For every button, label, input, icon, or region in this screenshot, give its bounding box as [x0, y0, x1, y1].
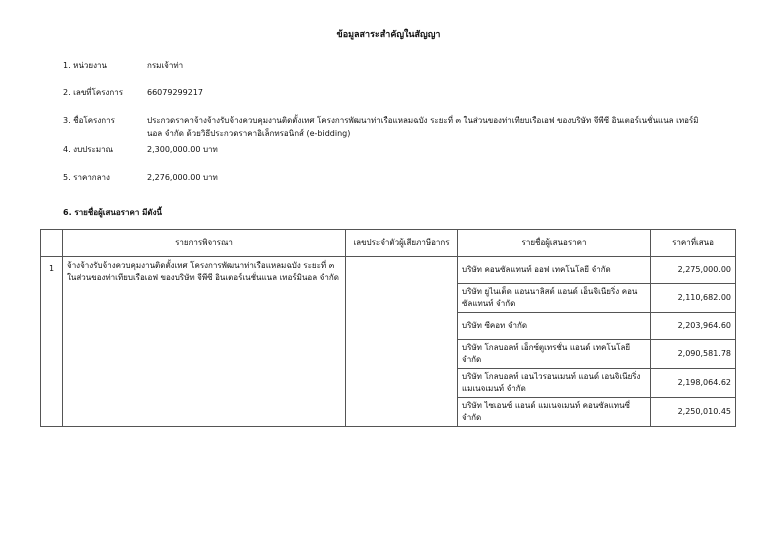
tax-id-cell — [346, 340, 458, 369]
field-label: 1. หน่วยงาน — [63, 61, 107, 70]
col-header-item: รายการพิจารณา — [63, 230, 346, 257]
field-project-no — [63, 86, 203, 99]
bid-price: 2,198,064.62 — [651, 369, 736, 398]
col-header-price: ราคาที่เสนอ — [651, 230, 736, 257]
bid-price: 2,203,964.60 — [651, 313, 736, 340]
col-header-tax-id: เลขประจำตัวผู้เสียภาษีอากร — [346, 230, 458, 257]
field-value: 2,276,000.00 บาท — [147, 173, 218, 182]
col-header-no — [41, 230, 63, 257]
field-agency — [63, 59, 183, 72]
bidder-name: บริษัท ไซเอนซ์ แอนด์ แมเนจเมนท์ คอนซัลแทนซี่ จำกัด — [458, 398, 651, 427]
bidder-name: บริษัท โกลบอลท์ เอนไวรอนเมนท์ แอนด์ เอนจิเนียริ่ง แมเนจเมนท์ จำกัด — [458, 369, 651, 398]
bidder-name: บริษัท คอนซัลแทนท์ ออฟ เทคโนโลยี จำกัด — [458, 257, 651, 284]
bid-price: 2,250,010.45 — [651, 398, 736, 427]
field-label: 3. ชื่อโครงการ — [63, 116, 115, 125]
bid-price: 2,090,581.78 — [651, 340, 736, 369]
field-value: กรมเจ้าท่า — [147, 61, 184, 70]
field-project-name — [63, 114, 707, 140]
field-value: 2,300,000.00 บาท — [147, 145, 218, 154]
bidders-title: 6. รายชื่อผู้เสนอราคา มีดังนี้ — [63, 208, 162, 217]
field-label: 4. งบประมาณ — [63, 145, 114, 154]
field-budget — [63, 143, 218, 156]
page-title: ข้อมูลสาระสำคัญในสัญญา — [336, 30, 441, 40]
bidder-name: บริษัท ซีคอท จำกัด — [458, 313, 651, 340]
bidder-name: บริษัท โกลบอลท์ เอ็กซ์ตูเทรชั่น แอนด์ เทคโนโลยี จำกัด — [458, 340, 651, 369]
table-row — [41, 257, 736, 284]
item-description: จ้างจ้างรับจ้างควบคุมงานติดตั้งเทศ โครงการพัฒนาท่าเรือแหลมฉบัง ระยะที่ ๓ ในส่วนของท่าเทียบเรือเอฟ ของบริษัท จีพีซี อินเตอร์เนชั่นแนล เทอร์มินอล จำกัด — [63, 257, 346, 427]
field-label: 2. เลขที่โครงการ — [63, 88, 124, 97]
tax-id-cell — [346, 398, 458, 427]
bid-price: 2,110,682.00 — [651, 284, 736, 313]
field-value: ประกวดราคาจ้างจ้างรับจ้างควบคุมงานติดตั้งเทศ โครงการพัฒนาท่าเรือแหลมฉบัง ระยะที่ ๓ ในส่วนของท่าเทียบเรือเอฟ ของบริษัท จีพีซี อินเตอร์เนชั่นแนล เทอร์มินอล จำกัด ด้วยวิธีประกวดราคาอิเล็กทรอนิกส์ (e-bidding) — [147, 116, 699, 138]
field-median-price — [63, 171, 218, 184]
tax-id-cell — [346, 257, 458, 284]
tax-id-cell — [346, 313, 458, 340]
col-header-bidder: รายชื่อผู้เสนอราคา — [458, 230, 651, 257]
field-value: 66079299217 — [147, 88, 203, 97]
tax-id-cell — [346, 284, 458, 313]
bid-price: 2,275,000.00 — [651, 257, 736, 284]
table-header-row — [41, 230, 736, 257]
tax-id-cell — [346, 369, 458, 398]
bidders-table — [40, 229, 736, 427]
bidder-name: บริษัท ยูไนเต็ด แอนนาลิสต์ แอนด์ เอ็นจิเนียริ่ง คอนซัลแทนท์ จำกัด — [458, 284, 651, 313]
field-label: 5. ราคากลาง — [63, 173, 110, 182]
row-number: 1 — [41, 257, 63, 427]
